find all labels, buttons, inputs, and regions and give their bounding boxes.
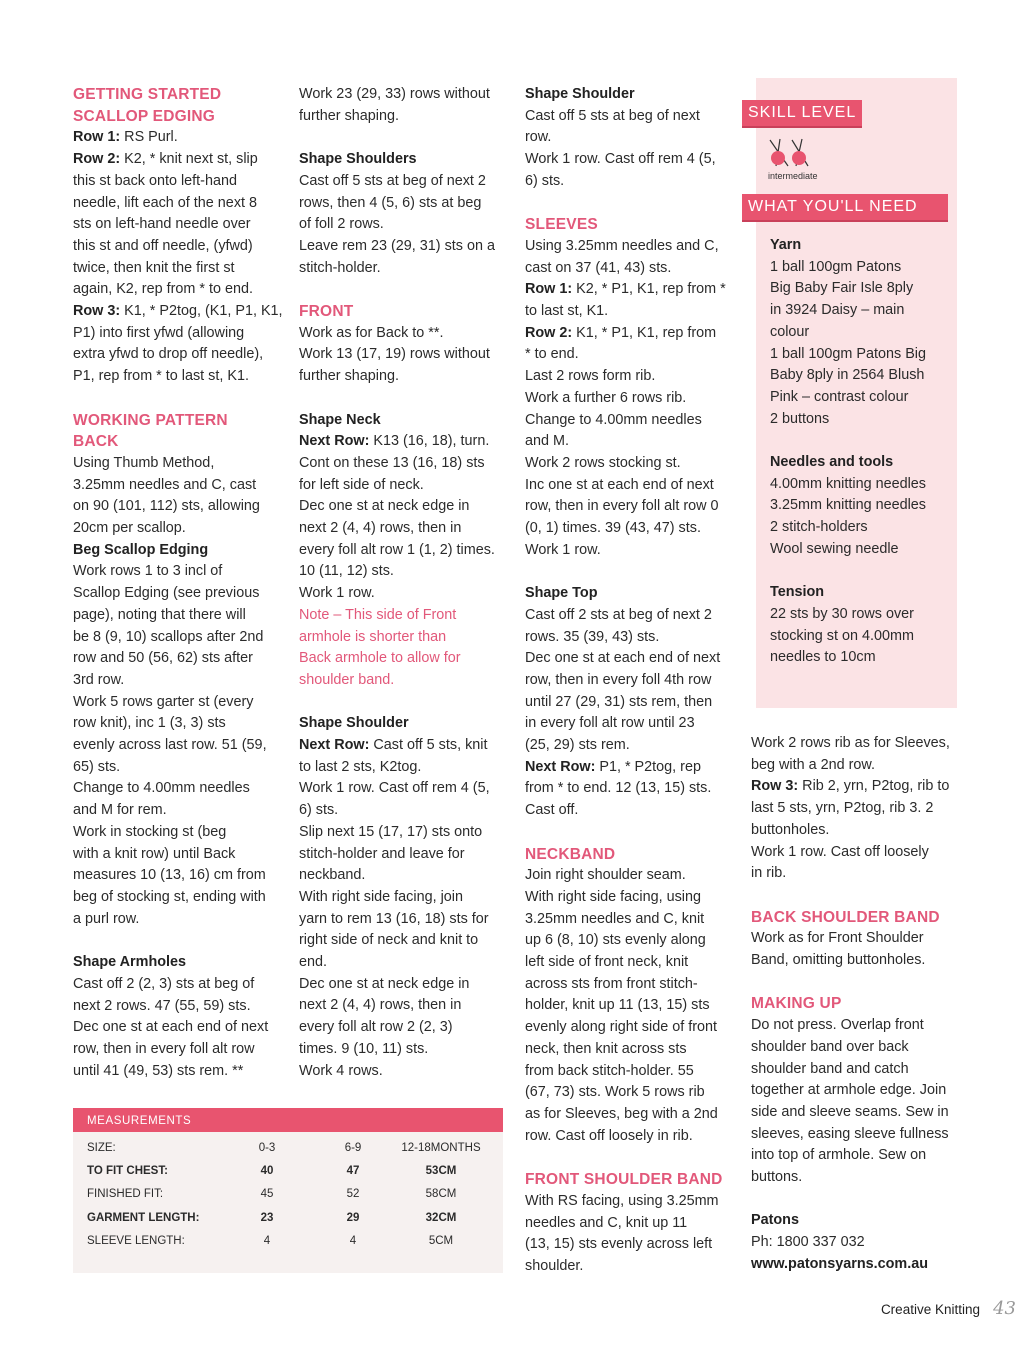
row1-instruction <box>73 127 285 149</box>
next-row-text: Cast off 5 sts, knit <box>369 737 488 754</box>
text-line: Cast off. <box>525 802 579 819</box>
text-line: Cast off 2 sts at beg of next 2 <box>525 606 712 623</box>
next-row-instruction <box>299 735 509 757</box>
next-row-instruction <box>525 757 737 779</box>
text-line: Dec one st at neck edge in <box>299 498 470 515</box>
size-value-3: 32CM <box>425 1211 457 1224</box>
text-line: until 27 (29, 31) sts rem, then <box>525 693 713 710</box>
text-line: 1 ball 100gm Patons Big <box>770 345 926 362</box>
note-line: Back armhole to allow for <box>299 650 461 667</box>
text-line: 22 sts by 30 rows over <box>770 605 914 622</box>
text-line: from back stitch-holder. 55 <box>525 1062 694 1079</box>
size-value-1: 0-3 <box>258 1141 276 1154</box>
text-line: 2 stitch-holders <box>770 519 868 536</box>
size-value-3: 12-18MONTHS <box>401 1141 481 1154</box>
text-line: 3.25mm needles and C, knit <box>525 910 705 927</box>
text-line: needles and C, knit up 11 <box>525 1214 688 1231</box>
text-line: right side of neck and knit to <box>299 932 479 949</box>
heading-front-shoulder-band: FRONT SHOULDER BAND <box>525 1171 723 1189</box>
text-line: row, then in every foll alt row <box>73 1040 255 1057</box>
column-1 <box>73 84 285 1082</box>
text-line: K1, * P1, K1, rep from <box>572 324 717 341</box>
size-value-2: 6-9 <box>344 1141 362 1154</box>
text-line: stocking st on 4.00mm <box>770 627 914 644</box>
text-line: sts on left-hand needle over <box>73 216 251 233</box>
text-line: 3.25mm needles and C, cast <box>73 476 257 493</box>
text-line: Band, omitting buttonholes. <box>751 952 926 969</box>
text-line: left side of front neck, knit <box>525 954 689 971</box>
text-line: K2, * knit next st, slip <box>120 151 258 168</box>
heading-front: FRONT <box>299 303 354 320</box>
text-line: Wool sewing needle <box>770 540 899 557</box>
row3-label: Row 3: <box>73 303 121 320</box>
text-line: Work 2 rows rib as for Sleeves, <box>751 735 950 751</box>
text-line: Work 1 row. <box>525 541 601 558</box>
text-line: needle, lift each of the next 8 <box>73 194 258 211</box>
text-line: Rib 2, yrn, P2tog, rib to <box>798 778 950 795</box>
text-line: buttonholes. <box>751 821 830 838</box>
text-line: yarn to rem 13 (16, 18) sts for <box>299 910 489 927</box>
size-value-1: 45 <box>260 1188 274 1201</box>
text-line: Work as for Front Shoulder <box>751 930 924 947</box>
text-line: buttons. <box>751 1169 803 1186</box>
row2-label: Row 2: <box>73 151 121 168</box>
text-line: row. <box>525 129 552 146</box>
text-line: K2, * P1, K1, rep from * <box>572 281 726 298</box>
text-line: row and 50 (56, 62) sts after <box>73 650 253 667</box>
text-line: 20cm per scallop. <box>73 520 186 537</box>
needles-title: Needles and tools <box>770 454 894 471</box>
text-line: colour <box>770 323 810 340</box>
text-line: in 3924 Daisy – main <box>770 302 905 319</box>
text-line: evenly along right side of front <box>525 1019 717 1036</box>
subheading-shape-top: Shape Top <box>525 585 598 602</box>
column-2 <box>299 84 509 1082</box>
measurement-label: SLEEVE LENGTH: <box>87 1235 185 1248</box>
text-line: Using Thumb Method, <box>73 454 215 471</box>
text-line: this st and off needle, (yfwd) <box>73 237 253 254</box>
yarn-balls-icon <box>766 136 814 172</box>
text-line: With right side facing, using <box>525 888 701 905</box>
note-line: Note – This side of Front <box>299 606 457 623</box>
text-line: of foll 2 rows. <box>299 216 384 233</box>
text-line: Inc one st at each end of next <box>525 476 714 493</box>
measurement-label: SIZE: <box>87 1141 116 1154</box>
row1-text: RS Purl. <box>120 129 178 146</box>
text-line: measures 10 (13, 16) cm from <box>73 867 266 884</box>
tension-title: Tension <box>770 584 825 601</box>
size-value-3: 58CM <box>425 1188 457 1201</box>
subheading-shape-neck: Shape Neck <box>299 411 381 428</box>
text-line: Cast off 5 sts at beg of next <box>525 107 700 124</box>
subheading-shape-armholes: Shape Armholes <box>73 954 187 971</box>
text-line: Work 5 rows garter st (every <box>73 693 254 710</box>
subheading-shape-shoulder: Shape Shoulder <box>299 715 409 732</box>
skill-level-value: intermediate <box>768 171 818 181</box>
text-line: 6) sts. <box>525 172 565 189</box>
text-line: to last 2 sts, K2tog. <box>299 758 422 775</box>
row3-label: Row 3: <box>751 778 799 795</box>
text-line: on 90 (101, 112) sts, allowing <box>73 498 260 515</box>
text-line: Work as for Back to **. <box>299 324 444 341</box>
text-line: Dec one st at each end of next <box>73 1019 269 1036</box>
text-line: every foll alt row 2 (2, 3) <box>299 1019 453 1036</box>
size-value-2: 29 <box>346 1211 360 1224</box>
text-line: shoulder. <box>525 1257 584 1274</box>
text-line: up 6 (8, 10) sts evenly along <box>525 932 706 949</box>
website-link[interactable]: www.patonsyarns.com.au <box>751 1255 928 1272</box>
text-line: Work 1 row. Cast off loosely <box>751 843 929 860</box>
text-line: stitch-holder and leave for <box>299 845 465 862</box>
text-line: row, then in every foll alt row 0 <box>525 498 719 515</box>
text-line: Work 13 (17, 19) rows without <box>299 346 490 363</box>
text-line: row. Cast off loosely in rib. <box>525 1127 693 1144</box>
heading-making-up: MAKING UP <box>751 995 842 1013</box>
text-line: twice, then knit the first st <box>73 259 235 276</box>
subheading-beg-scallop-edging: Beg Scallop Edging <box>73 541 209 558</box>
text-line: next 2 (4, 4) rows, then in <box>299 997 462 1014</box>
text-line: 2 buttons <box>770 410 830 427</box>
text-line: last 5 sts, yrn, P2tog, rib 3. 2 <box>751 800 934 817</box>
text-line: Scallop Edging (see previous <box>73 585 260 602</box>
row2-label: Row 2: <box>525 324 573 341</box>
subheading-shape-shoulder: Shape Shoulder <box>525 86 635 102</box>
what-you-need-label: WHAT YOU'LL NEED <box>742 194 948 222</box>
text-line: in rib. <box>751 865 787 882</box>
text-line: together at armhole edge. Join <box>751 1082 947 1099</box>
text-line: Cast off 5 sts at beg of next 2 <box>299 172 486 189</box>
text-line: next 2 rows. 47 (55, 59) sts. <box>73 997 251 1014</box>
size-value-2: 4 <box>349 1235 357 1248</box>
text-line: sleeves, easing sleeve fullness <box>751 1125 949 1142</box>
text-line: 3.25mm knitting needles <box>770 497 926 514</box>
heading-back: BACK <box>73 433 119 451</box>
text-line: 6) sts. <box>299 802 339 819</box>
heading-neckband: NECKBAND <box>525 845 616 863</box>
next-row-label: Next Row: <box>299 433 370 450</box>
text-line: Work 2 rows stocking st. <box>525 454 681 471</box>
text-line: With right side facing, join <box>299 888 463 905</box>
row2-instruction <box>73 149 285 171</box>
text-line: Work in stocking st (beg <box>73 823 227 840</box>
text-line: row, then in every foll 4th row <box>525 671 712 688</box>
text-line: beg of stocking st, ending with <box>73 889 266 905</box>
text-line: Work 1 row. <box>299 585 375 602</box>
brand-name: Patons <box>751 1212 799 1229</box>
text-line: and M. <box>525 433 569 450</box>
text-line: rows, then 4 (5, 6) sts at beg <box>299 194 482 211</box>
text-line: 1 ball 100gm Patons <box>770 258 902 275</box>
yarn-title: Yarn <box>770 237 802 253</box>
text-line: With RS facing, using 3.25mm <box>525 1192 719 1209</box>
measurement-row <box>87 1159 486 1182</box>
text-line: Join right shoulder seam. <box>525 867 686 884</box>
text-line: extra yfwd to drop off needle), <box>73 346 264 363</box>
measurement-label: FINISHED FIT: <box>87 1188 164 1201</box>
text-line: into top of armhole. Sew on <box>751 1147 927 1164</box>
text-line: further shaping. <box>299 368 399 385</box>
text-line: Work 23 (29, 33) rows without <box>299 86 490 102</box>
text-line: be 8 (9, 10) scallops after 2nd <box>73 628 264 645</box>
next-row-label: Next Row: <box>299 737 370 754</box>
text-line: Baby 8ply in 2564 Blush <box>770 367 925 384</box>
heading-working-pattern: WORKING PATTERN <box>73 411 228 429</box>
text-line: holder, knit up 11 (13, 15) sts <box>525 997 710 1014</box>
size-value-3: 53CM <box>425 1165 457 1178</box>
text-line: * to end. <box>525 346 579 363</box>
text-line: in every foll alt row until 23 <box>525 715 695 732</box>
row2-instruction <box>525 323 737 345</box>
next-row-label: Next Row: <box>525 758 596 775</box>
subheading-shape-shoulders: Shape Shoulders <box>299 151 417 168</box>
size-value-2: 47 <box>346 1165 360 1178</box>
text-line: neckband. <box>299 867 366 884</box>
heading-sleeves: SLEEVES <box>525 216 598 234</box>
heading-scallop-edging: SCALLOP EDGING <box>73 107 216 125</box>
magazine-title: Creative Knitting <box>880 1302 980 1317</box>
text-line: Work a further 6 rows rib. <box>525 389 687 406</box>
skill-level-label: SKILL LEVEL <box>742 100 862 128</box>
text-line: for left side of neck. <box>299 476 424 493</box>
text-line: end. <box>299 954 328 971</box>
heading-back-shoulder-band: BACK SHOULDER BAND <box>751 908 940 926</box>
size-value-3: 5CM <box>428 1235 454 1248</box>
next-row-text: K13 (16, 18), turn. <box>369 433 490 450</box>
phone-number: Ph: 1800 337 032 <box>751 1234 865 1251</box>
text-line: Work 1 row. Cast off rem 4 (5, <box>299 780 490 797</box>
text-line: (0, 1) times. 39 (43, 47) sts. <box>525 520 701 537</box>
text-line: this st back onto left-hand <box>73 172 237 189</box>
text-line: with a knit row) until Back <box>73 845 236 862</box>
text-line: neck, then knit across sts <box>525 1040 687 1057</box>
text-line: evenly across last row. 51 (59, <box>73 737 267 754</box>
text-line: Slip next 15 (17, 17) sts onto <box>299 823 483 840</box>
text-line: again, K2, rep from * to end. <box>73 281 253 298</box>
text-line: beg with a 2nd row. <box>751 756 875 773</box>
measurements-grid <box>87 1136 486 1253</box>
size-value-2: 52 <box>346 1188 360 1201</box>
measurement-label: TO FIT CHEST: <box>87 1165 168 1178</box>
text-line: Leave rem 23 (29, 31) sts on a <box>299 237 495 254</box>
measurement-row <box>87 1230 486 1253</box>
page-number: 43 <box>993 1298 1016 1319</box>
sidebar-panel <box>748 78 957 708</box>
text-line: further shaping. <box>299 107 399 124</box>
next-row-instruction <box>299 431 509 453</box>
text-line: stitch-holder. <box>299 259 381 276</box>
row3-instruction <box>751 776 966 798</box>
text-line: Dec one st at neck edge in <box>299 975 470 992</box>
column-4 <box>751 733 966 1276</box>
text-line: Big Baby Fair Isle 8ply <box>770 280 914 297</box>
text-line: across sts from front stitch- <box>525 975 698 992</box>
text-line: Cont on these 13 (16, 18) sts <box>299 454 485 471</box>
text-line: every foll alt row 1 (1, 2) times. <box>299 541 495 558</box>
text-line: from * to end. 12 (13, 15) sts. <box>525 780 712 797</box>
measurement-label: GARMENT LENGTH: <box>87 1211 200 1224</box>
text-line: a purl row. <box>73 910 140 927</box>
text-line: Cast off 2 (2, 3) sts at beg of <box>73 975 255 992</box>
note-line: shoulder band. <box>299 671 395 688</box>
text-line: Work rows 1 to 3 incl of <box>73 563 223 580</box>
text-line: Dec one st at each end of next <box>525 650 721 667</box>
text-line: side and sleeve seams. Sew in <box>751 1103 949 1120</box>
text-line: until 41 (49, 53) sts rem. ** <box>73 1062 244 1079</box>
text-line: and M for rem. <box>73 802 167 819</box>
text-line: Do not press. Overlap front <box>751 1017 924 1034</box>
text-line: (25, 29) sts rem. <box>525 737 630 754</box>
text-line: Work 4 rows. <box>299 1062 383 1079</box>
text-line: 3rd row. <box>73 671 125 688</box>
text-line: shoulder band and catch <box>751 1060 909 1077</box>
row1-label: Row 1: <box>73 129 121 146</box>
text-line: Last 2 rows form rib. <box>525 368 656 385</box>
text-line: P1, rep from * to last st, K1. <box>73 368 249 385</box>
text-line: row knit), inc 1 (3, 3) sts <box>73 715 226 732</box>
text-line: (67, 73) sts. Work 5 rows rib <box>525 1084 705 1101</box>
text-line: times. 9 (10, 11) sts. <box>299 1040 429 1057</box>
text-line: Work 1 row. Cast off rem 4 (5, <box>525 151 716 168</box>
row1-label: Row 1: <box>525 281 573 298</box>
text-line: next 2 (4, 4) rows, then in <box>299 520 462 537</box>
text-line: shoulder band over back <box>751 1038 909 1055</box>
text-line: P1) into first yfwd (allowing <box>73 324 245 341</box>
size-value-1: 23 <box>260 1211 274 1224</box>
text-line: 65) sts. <box>73 758 121 775</box>
text-line: P1, * P2tog, rep <box>595 758 701 775</box>
text-line: page), noting that there will <box>73 606 246 623</box>
measurement-row <box>87 1183 486 1206</box>
measurements-title: MEASUREMENTS <box>73 1108 503 1132</box>
measurement-row <box>87 1206 486 1229</box>
text-line: rows. 35 (39, 43) sts. <box>525 628 660 645</box>
row3-instruction <box>73 301 285 323</box>
text-line: to last st, K1. <box>525 303 609 320</box>
text-line: needles to 10cm <box>770 649 876 666</box>
text-line: Change to 4.00mm needles <box>73 780 250 797</box>
text-line: K1, * P2tog, (K1, P1, K1, <box>120 303 283 320</box>
materials-list <box>770 235 952 669</box>
measurements-table <box>73 1108 503 1273</box>
size-value-1: 40 <box>260 1165 274 1178</box>
row1-instruction <box>525 279 737 301</box>
text-line: Using 3.25mm needles and C, <box>525 237 719 254</box>
text-line: as for Sleeves, beg with a 2nd <box>525 1106 718 1122</box>
measurement-row <box>87 1136 486 1159</box>
column-3 <box>525 84 737 1278</box>
text-line: Pink – contrast colour <box>770 388 909 405</box>
note-line: armhole is shorter than <box>299 628 447 645</box>
size-value-1: 4 <box>263 1235 271 1248</box>
text-line: (13, 15) sts evenly across left <box>525 1236 713 1253</box>
text-line: cast on 37 (41, 43) sts. <box>525 259 672 276</box>
text-line: 4.00mm knitting needles <box>770 475 926 492</box>
text-line: Change to 4.00mm needles <box>525 411 702 428</box>
heading-getting-started: GETTING STARTED <box>73 86 222 103</box>
text-line: 10 (11, 12) sts. <box>299 563 394 580</box>
